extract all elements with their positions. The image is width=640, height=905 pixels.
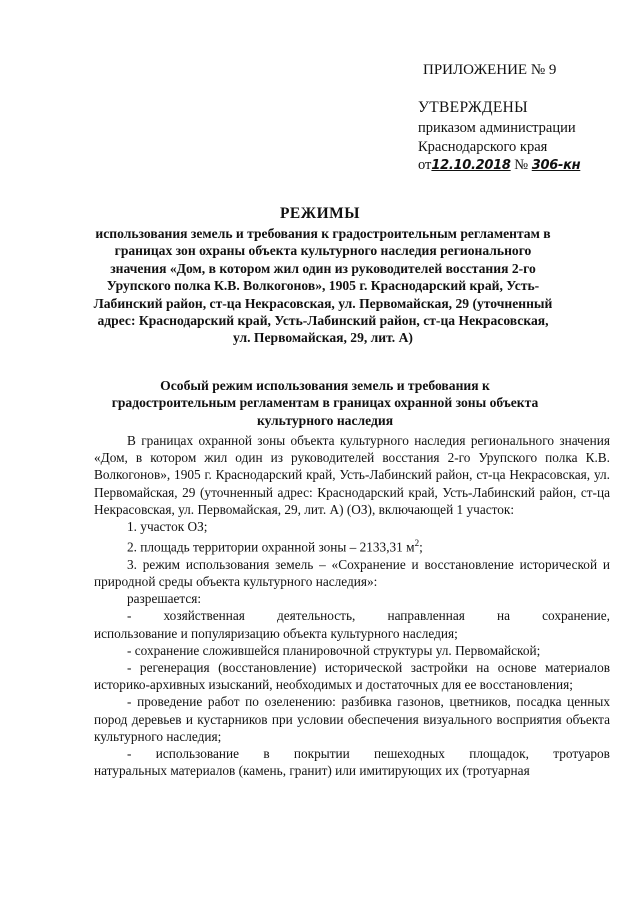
order-line-1: приказом администрации — [418, 120, 576, 136]
date-prefix: от — [418, 157, 432, 173]
list-item-2 — [94, 535, 610, 556]
bullet-1-continuation: использование и популяризацию объекта культурного наследия; — [94, 625, 458, 641]
word: - — [127, 746, 132, 762]
list-item-3: 3. режим использования земель – «Сохранение и восстановление исторической и природной среды объекта культурного наследия»: — [94, 556, 610, 590]
allowed-label: разрешается: — [127, 591, 202, 607]
appendix-label: ПРИЛОЖЕНИЕ № 9 — [423, 62, 557, 78]
word: пешеходных — [374, 746, 445, 762]
section-title: Особый режим использования земель и требования к градостроительным регламентам в границах охранной зоны объекта культурного наследия — [111, 378, 539, 428]
order-date-line — [418, 157, 580, 174]
document-title: РЕЖИМЫ — [279, 205, 361, 222]
word: на — [496, 608, 510, 624]
word: площадок, — [469, 746, 529, 762]
handwritten-date: 12.10.2018 — [431, 158, 511, 173]
word: хозяйственная — [163, 608, 245, 624]
word: покрытии — [293, 746, 350, 762]
word: - — [127, 608, 132, 624]
word: сохранение, — [542, 608, 610, 624]
number-prefix: № — [514, 157, 529, 173]
document-body — [94, 432, 610, 779]
list-item-2-end: ; — [419, 539, 423, 555]
approved-label: УТВЕРЖДЕНЫ — [418, 99, 528, 116]
intro-paragraph: В границах охранной зоны объекта культурного наследия регионального значения «Дом, в котором жил один из руководителей восстания 2-го Урупского полка К.В. Волкогонов», 1905 г. Краснодарский край, Усть-Лабинский район, ст-ца Некрасовская, ул. Первомайская, 29 (уточненный адрес: Краснодарский край, Усть-Лабинский район, ст-ца Некрасовская, ул. Первомайская, 29, лит. А) (ОЗ), включающей 1 участок: — [94, 433, 610, 517]
bullet-5-first-line — [94, 745, 610, 762]
word: использование — [155, 746, 240, 762]
bullet-4: - проведение работ по озеленению: разбивка газонов, цветников, посадка ценных пород деревьев и кустарников при условии обеспечения визуального восприятия объекта культурного наследия; — [94, 694, 610, 744]
bullet-1-first-line — [94, 607, 610, 624]
handwritten-number: 306-кн — [531, 158, 581, 173]
word: тротуаров — [553, 746, 610, 762]
word: в — [263, 746, 270, 762]
list-item-2-text: 2. площадь территории охранной зоны – 2133,31 м — [127, 539, 415, 555]
word: направленная — [387, 608, 465, 624]
list-item-1: 1. участок ОЗ; — [127, 519, 208, 535]
word: деятельность, — [276, 608, 356, 624]
bullet-2: - сохранение сложившейся планировочной структуры ул. Первомайской; — [127, 642, 541, 658]
bullet-5-continuation: натуральных материалов (камень, гранит) или имитирующих их (тротуарная — [94, 763, 530, 779]
document-subtitle: использования земель и требования к градостроительным регламентам в границах зон охраны объекта культурного наследия регионального значения «Дом, в котором жил один из руководителей восстания 2-го Урупского полка К.В. Волкогонов», 1905 г. Краснодарский край, Усть-Лабинский район, ст-ца Некрасовская, ул. Первомайская, 29 (уточненный адрес: Краснодарский край, Усть-Лабинский район, ст-ца Некрасовская, ул. Первомайская, 29, лит. А) — [93, 226, 553, 346]
order-line-2: Краснодарского края — [418, 139, 548, 155]
bullet-3: - регенерация (восстановление) исторической застройки на основе материалов историко-архивных изысканий, необходимых и достаточных для ее восстановления; — [94, 660, 610, 693]
area-unit-superscript: 2 — [414, 538, 420, 549]
